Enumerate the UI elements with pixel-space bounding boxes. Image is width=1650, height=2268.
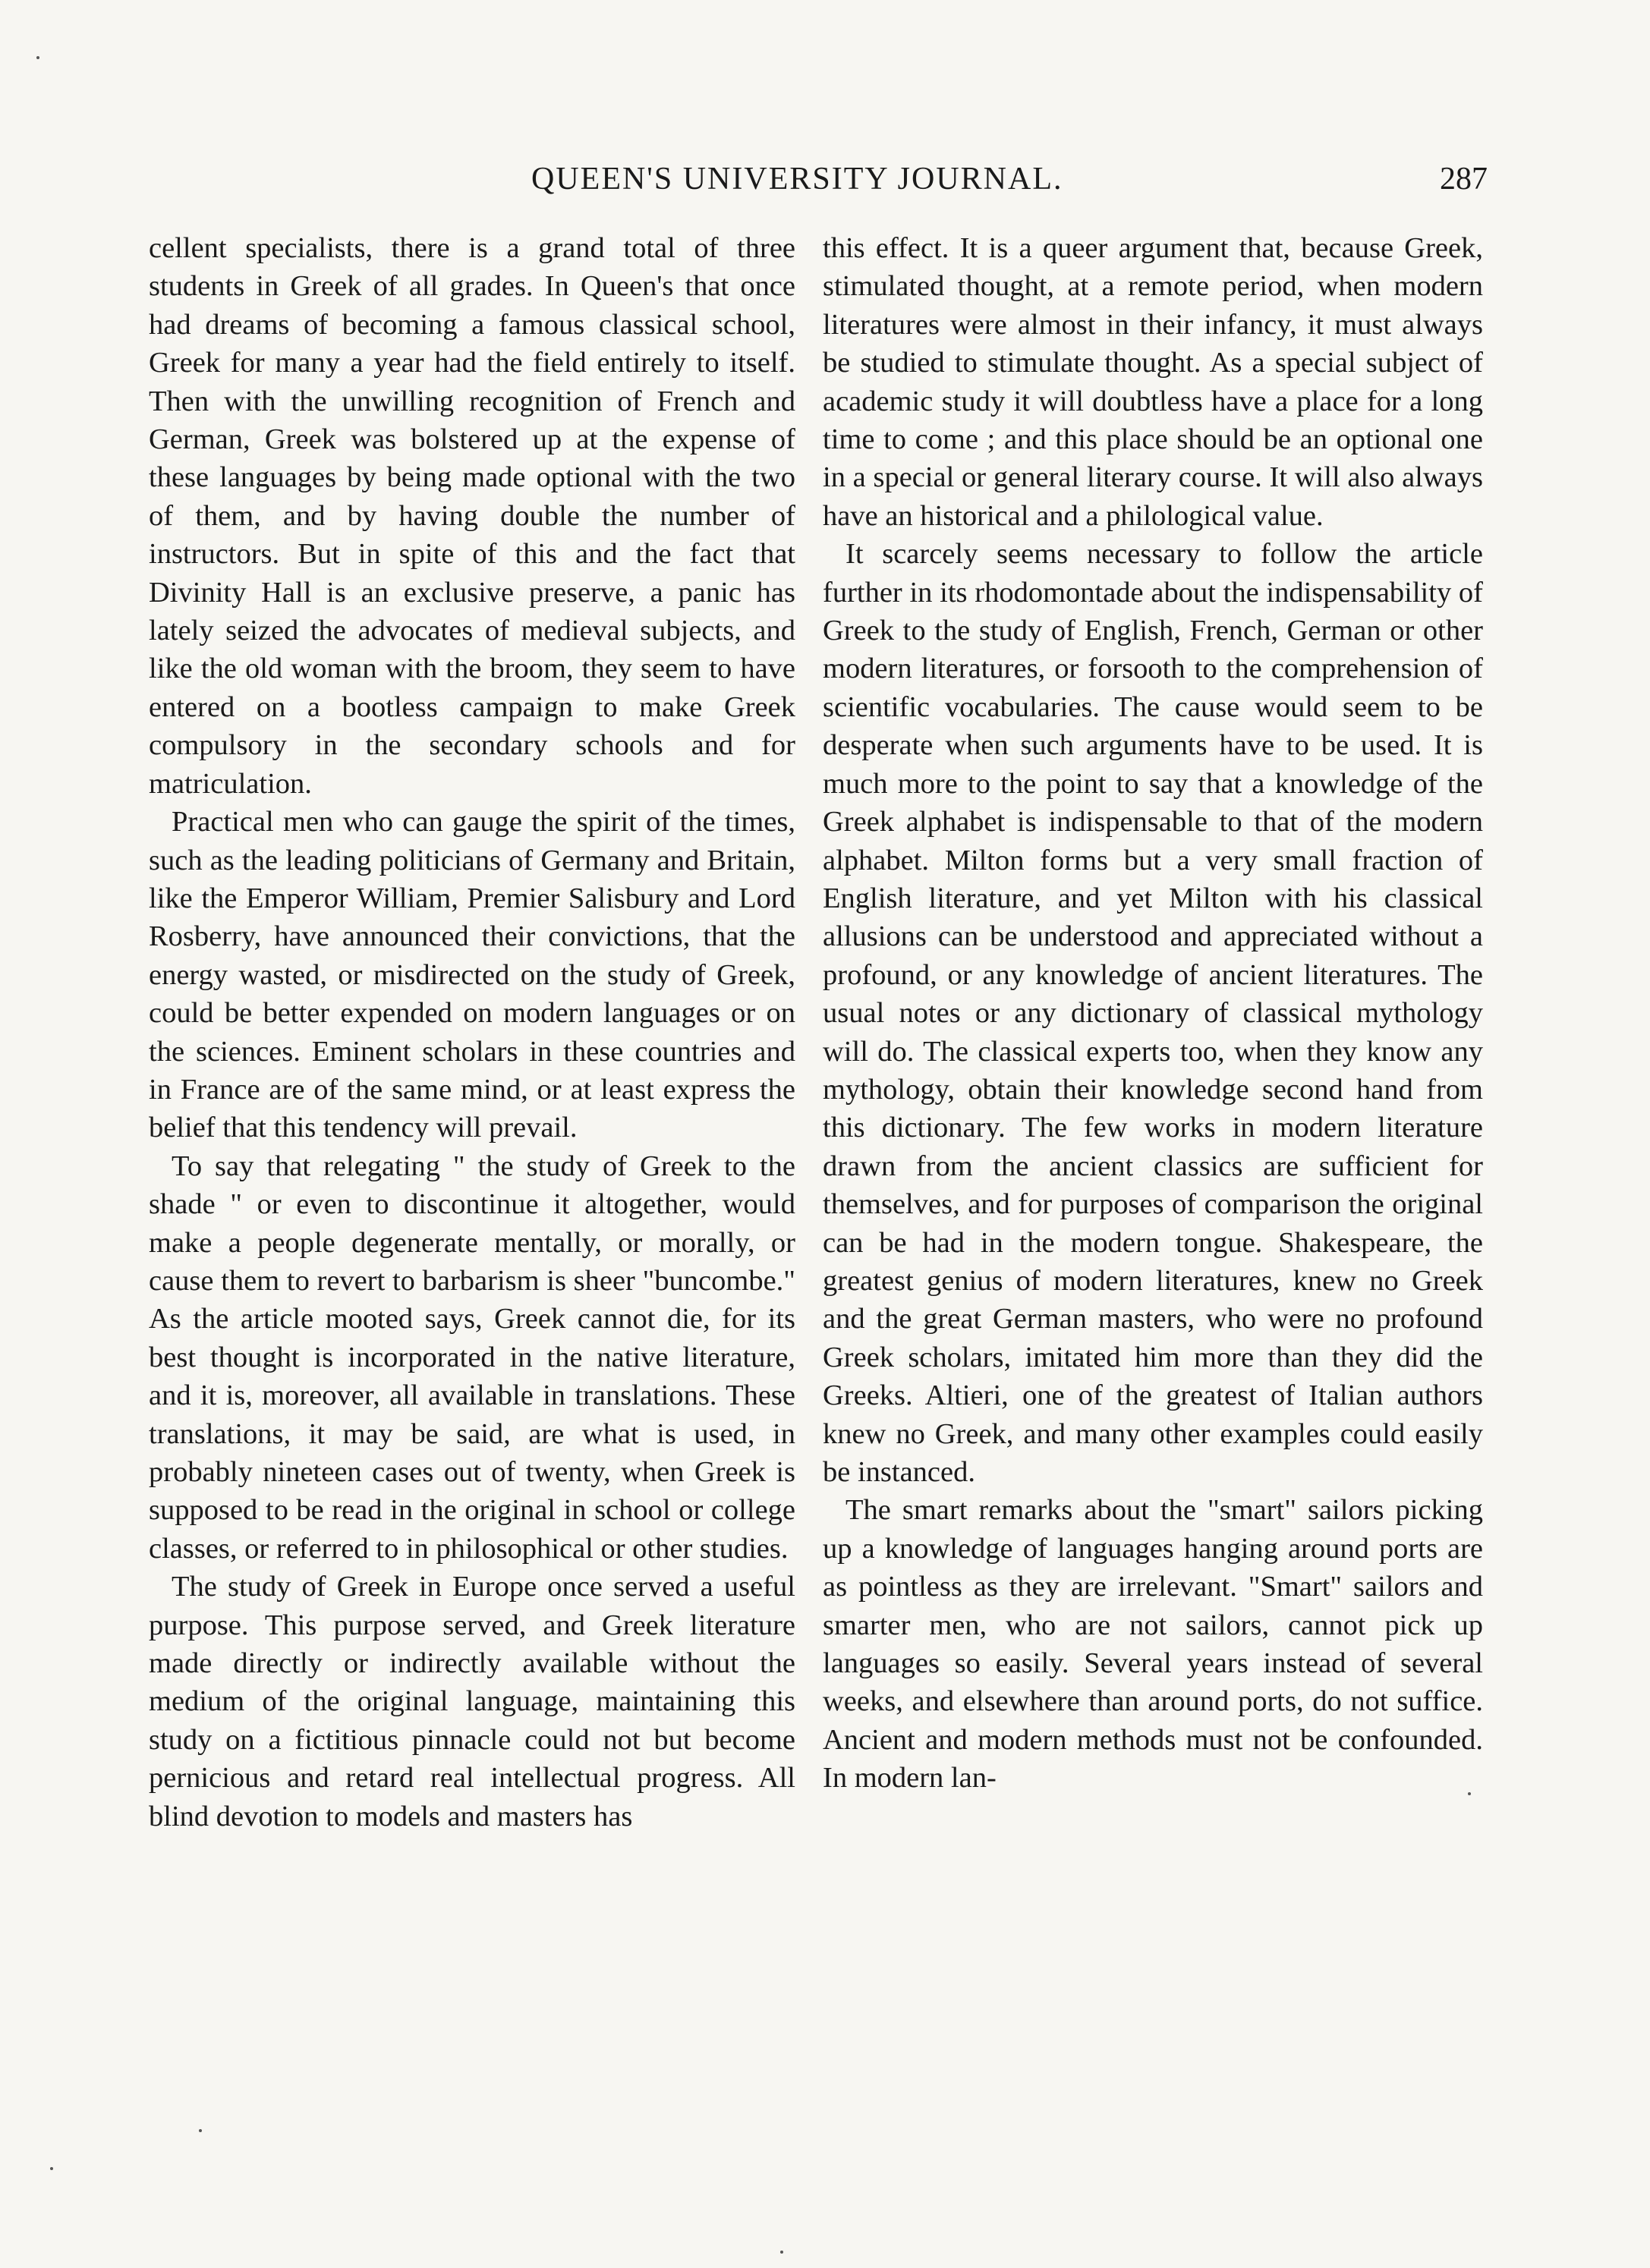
page-number: 287 bbox=[1440, 162, 1488, 197]
paper-speck bbox=[199, 2129, 202, 2132]
paper-speck bbox=[50, 2167, 53, 2170]
paragraph: Practical men who can gauge the spirit of the times, such as the leading politicians of Germany and Britain, like the Emperor William, Premier Salisbury and Lord Rosberry, have announced their convictions, that the energy wasted, or misdirected on the study of Greek, could be better expended on modern languages or on the sciences. Eminent scholars in these countries and in France are of the same mind, or at least express the belief that this tendency will prevail. bbox=[149, 806, 795, 1144]
paragraph: It scarcely seems necessary to follow the article further in its rhodomontade about the indispensability of Greek to the study of English, French, German or other modern literatures, or forsooth to the comprehension of scientific vocabularies. The cause would seem to be desperate when such arguments have to be used. It is much more to the point to say that a knowledge of the Greek alphabet is indispensable to that of the modern alphabet. Milton forms but a very small fraction of English literature, and yet Milton with his classical allusions can be understood and appreciated without a profound, or any knowledge of ancient literatures. The usual notes or any dictionary of classical mythology will do. The classical experts too, when they know any mythology, obtain their knowledge second hand from this dictionary. The few works in modern literature drawn from the ancient classics are sufficient for themselves, and for purposes of comparison the original can be had in the modern tongue. Shakespeare, the greatest genius of modern literatures, knew no Greek and the great German masters, who were no profound Greek scholars, imitated him more than they did the Greeks. Altieri, one of the greatest of Italian authors knew no Greek, and many other examples could easily be instanced. bbox=[823, 538, 1483, 1488]
left-column bbox=[149, 229, 795, 1835]
paragraph: cellent specialists, there is a grand total of three students in Greek of all grades. In Queen's that once had dreams of becoming a famous classical school, Greek for many a year had the field entirely to itself. Then with the unwilling recognition of French and German, Greek was bolstered up at the expense of these languages by being made optional with the two of them, and by having double the number of instructors. But in spite of this and the fact that Divinity Hall is an exclusive preserve, a panic has lately seized the advocates of medieval subjects, and like the old woman with the broom, they seem to have entered on a bootless campaign to make Greek compulsory in the secondary schools and for matriculation. bbox=[149, 232, 795, 800]
paragraph: The study of Greek in Europe once served a useful purpose. This purpose served, and Greek literature made directly or indirectly available without the medium of the original language, maintaining this study on a fictitious pinnacle could not but become pernicious and retard real intellectual progress. All blind devotion to models and masters has bbox=[149, 1571, 795, 1832]
paper-speck bbox=[780, 2251, 783, 2254]
paragraph: this effect. It is a queer argument that, because Greek, stimulated thought, at a remote period, when modern literatures were almost in their infancy, it must always be studied to stimulate thought. As a special subject of academic study it will doubtless have a place for a long time to come ; and this place should be an optional one in a special or general literary course. It will also always have an historical and a philological value. bbox=[823, 232, 1483, 532]
page-header bbox=[531, 161, 1488, 206]
paper-speck bbox=[1468, 1792, 1471, 1795]
running-head: QUEEN'S UNIVERSITY JOURNAL. bbox=[531, 162, 1063, 197]
paper-speck bbox=[36, 56, 39, 59]
right-column bbox=[823, 229, 1483, 1798]
paragraph: To say that relegating " the study of Greek to the shade " or even to discontinue it altogether, would make a people degenerate mentally, or morally, or cause them to revert to barbarism is sheer "buncombe." As the article mooted says, Greek cannot die, for its best thought is incorporated in the native literature, and it is, moreover, all available in translations. These translations, it may be said, are what is used, in probably nineteen cases out of twenty, when Greek is supposed to be read in the original in school or college classes, or referred to in philosophical or other studies. bbox=[149, 1150, 795, 1565]
paragraph: The smart remarks about the "smart" sailors picking up a knowledge of languages hanging around ports are as pointless as they are irrelevant. "Smart" sailors and smarter men, who are not sailors, cannot pick up languages so easily. Several years instead of several weeks, and elsewhere than around ports, do not suffice. Ancient and modern methods must not be confounded. In modern lan- bbox=[823, 1494, 1483, 1795]
